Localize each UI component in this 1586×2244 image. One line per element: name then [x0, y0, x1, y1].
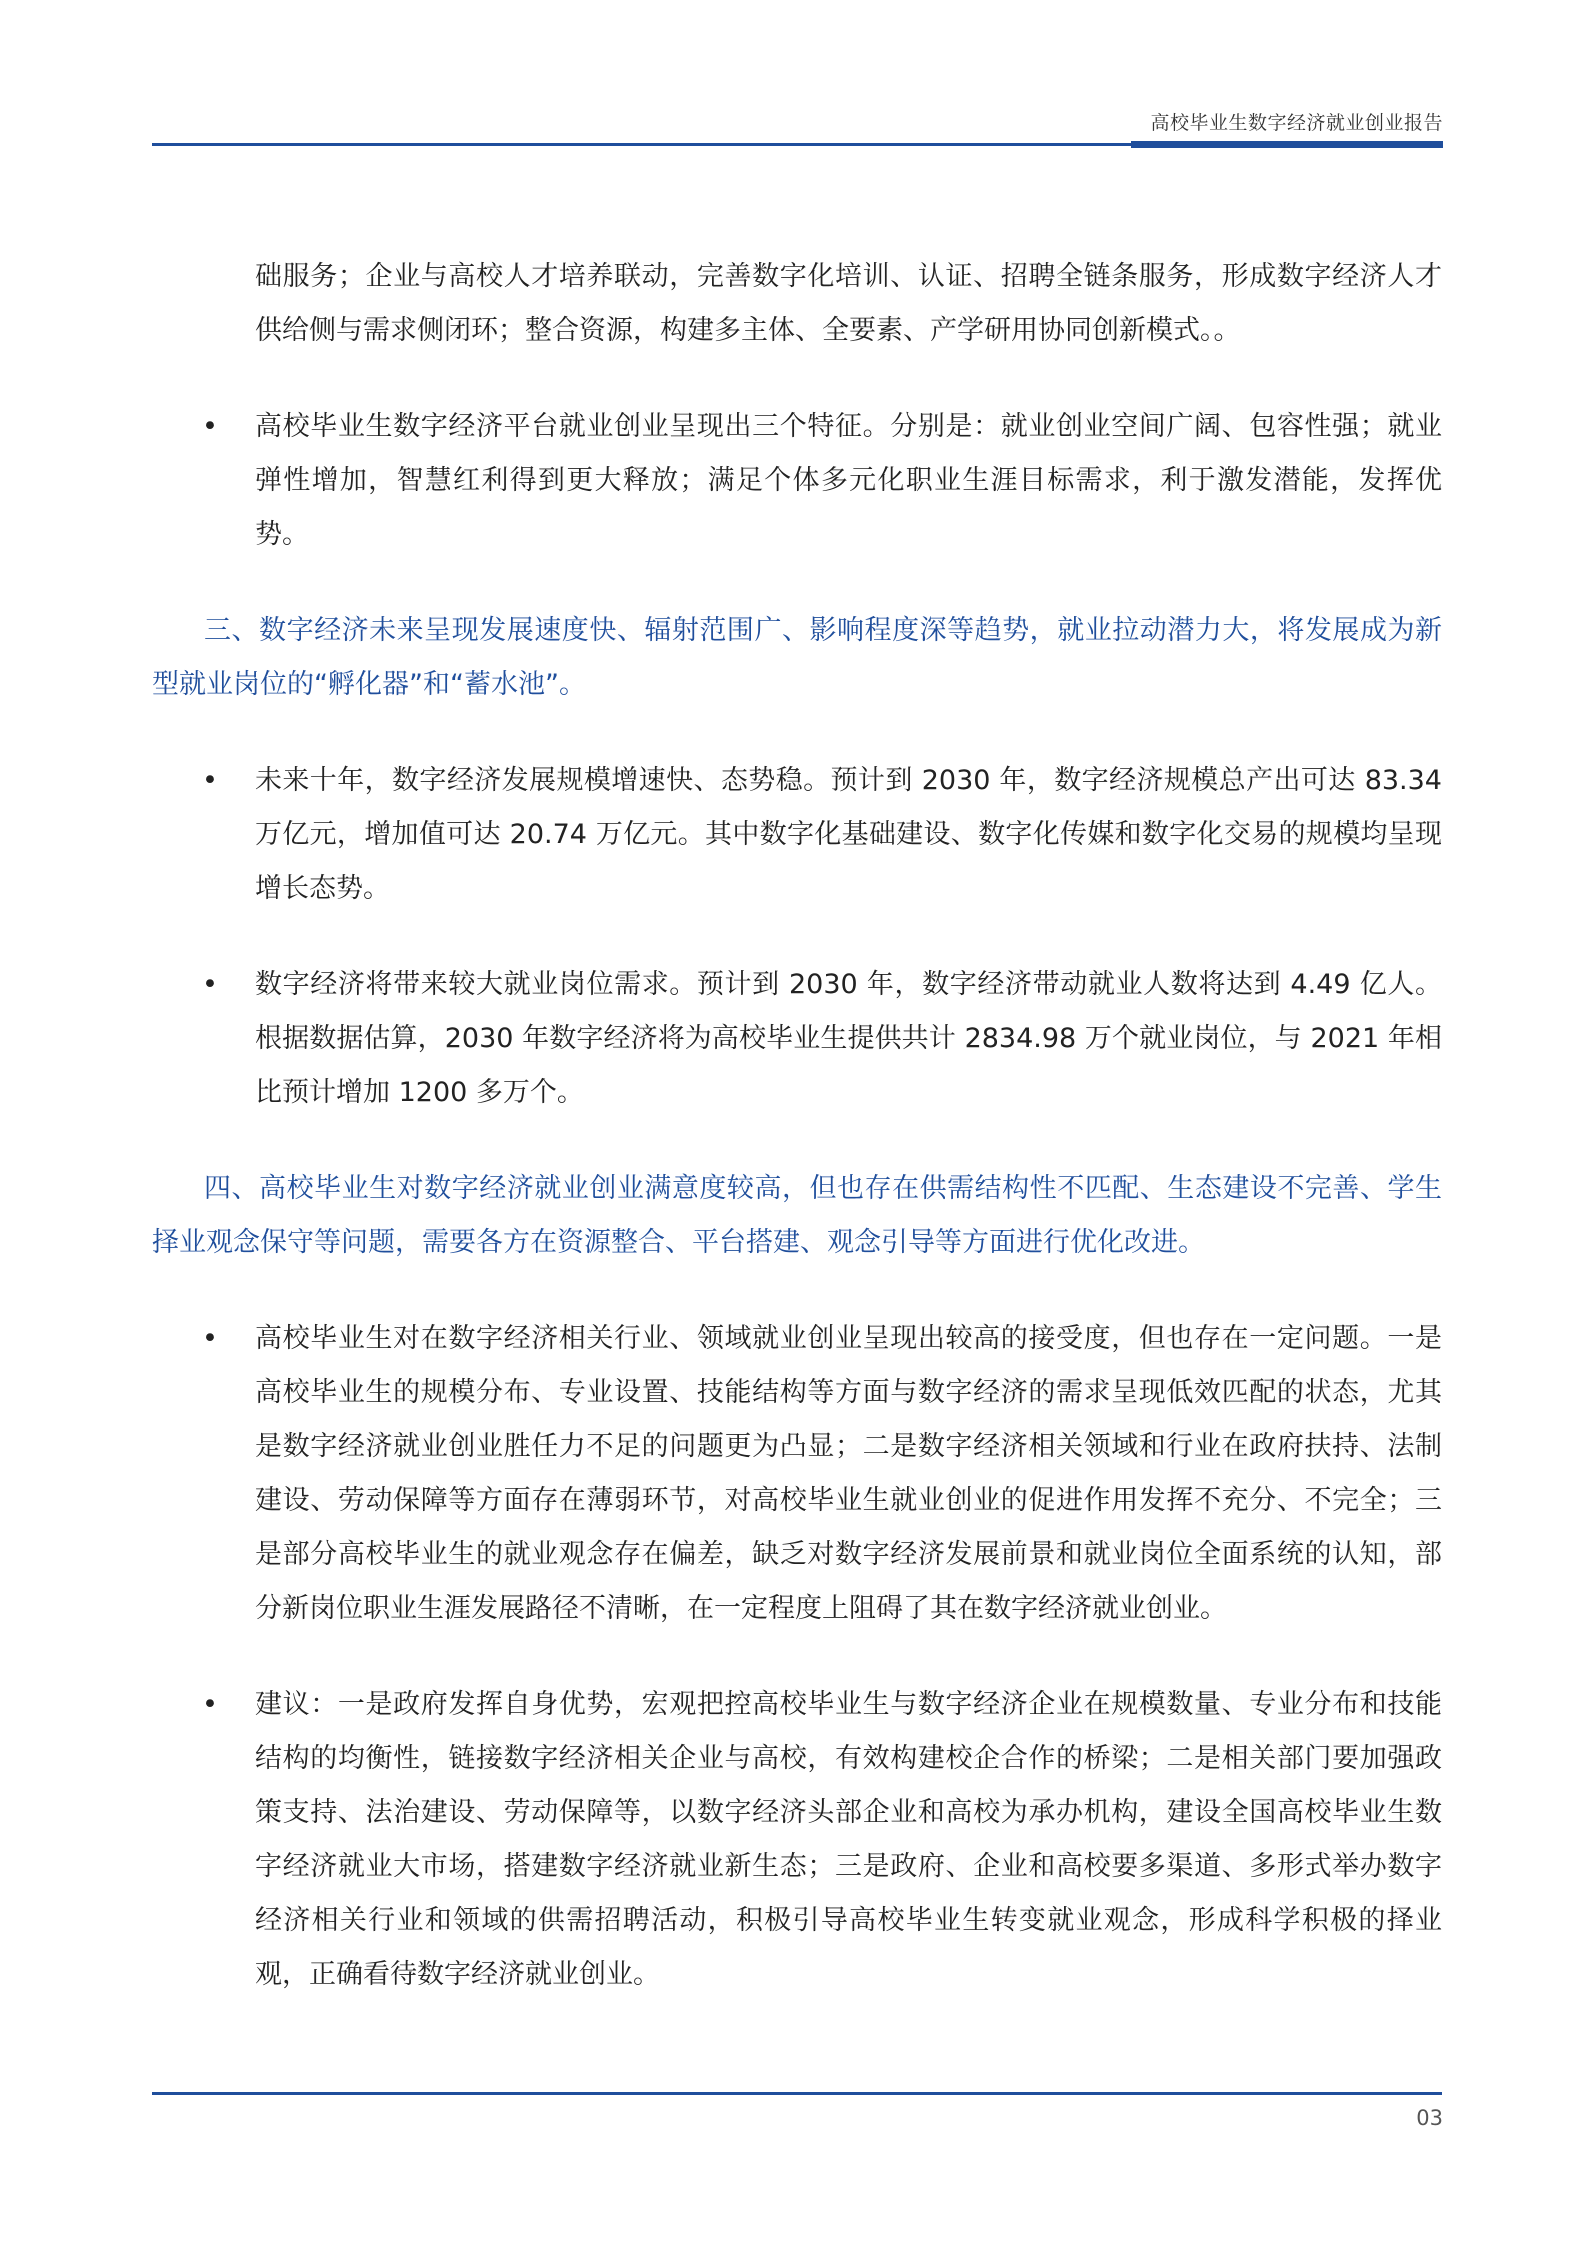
section-heading-4: 四、高校毕业生对数字经济就业创业满意度较高，但也存在供需结构性不匹配、生态建设不完善、学生择业观念保守等问题，需要各方在资源整合、平台搭建、观念引导等方面进行优化改进。	[152, 1173, 1442, 1258]
bullet-icon: •	[202, 969, 218, 1000]
page-number: 03	[1416, 2106, 1443, 2130]
bullet-item-growth-forecast	[152, 754, 1442, 916]
bullet-text: 建议：一是政府发挥自身优势，宏观把控高校毕业生与数字经济企业在规模数量、专业分布和技能结构的均衡性，链接数字经济相关企业与高校，有效构建校企合作的桥梁；二是相关部门要加强政策支持、法治建设、劳动保障等，以数字经济头部企业和高校为承办机构，建设全国高校毕业生数字经济就业大市场，搭建数字经济就业新生态；三是政府、企业和高校要多渠道、多形式举办数字经济相关行业和领域的供需招聘活动，积极引导高校毕业生转变就业观念，形成科学积极的择业观，正确看待数字经济就业创业。	[255, 1689, 1442, 1990]
bullet-text: 数字经济将带来较大就业岗位需求。预计到 2030 年，数字经济带动就业人数将达到 4.49 亿人。根据数据估算，2030 年数字经济将为高校毕业生提供共计 2834.98 万个就业岗位，与 2021 年相比预计增加 1200 多万个。	[255, 969, 1442, 1108]
bullet-item-job-demand	[152, 958, 1442, 1120]
bullet-item-platform-features	[152, 400, 1442, 562]
continued-paragraph: 础服务；企业与高校人才培养联动，完善数字化培训、认证、招聘全链条服务，形成数字经济人才供给侧与需求侧闭环；整合资源，构建多主体、全要素、产学研用协同创新模式。。	[255, 261, 1442, 346]
running-header-title: 高校毕业生数字经济就业创业报告	[1150, 112, 1443, 134]
bullet-item-suggestions	[152, 1678, 1442, 2002]
page-body	[152, 250, 1442, 2044]
bullet-item-problems	[152, 1312, 1442, 1636]
bullet-icon: •	[202, 1323, 218, 1354]
bullet-text: 高校毕业生对在数字经济相关行业、领域就业创业呈现出较高的接受度，但也存在一定问题。一是高校毕业生的规模分布、专业设置、技能结构等方面与数字经济的需求呈现低效匹配的状态，尤其是数字经济就业创业胜任力不足的问题更为凸显；二是数字经济相关领域和行业在政府扶持、法制建设、劳动保障等方面存在薄弱环节，对高校毕业生就业创业的促进作用发挥不充分、不完全；三是部分高校毕业生的就业观念存在偏差，缺乏对数字经济发展前景和就业岗位全面系统的认知，部分新岗位职业生涯发展路径不清晰，在一定程度上阻碍了其在数字经济就业创业。	[255, 1323, 1442, 1624]
bullet-icon: •	[202, 411, 218, 442]
header-accent-bar	[1131, 141, 1443, 148]
bullet-text: 未来十年，数字经济发展规模增速快、态势稳。预计到 2030 年，数字经济规模总产出可达 83.34 万亿元，增加值可达 20.74 万亿元。其中数字化基础建设、数字化传媒和数字化交易的规模均呈现增长态势。	[255, 765, 1442, 904]
bullet-text: 高校毕业生数字经济平台就业创业呈现出三个特征。分别是：就业创业空间广阔、包容性强；就业弹性增加，智慧红利得到更大释放；满足个体多元化职业生涯目标需求，利于激发潜能，发挥优势。	[255, 411, 1442, 550]
footer-rule	[152, 2092, 1442, 2095]
bullet-icon: •	[202, 765, 218, 796]
bullet-icon: •	[202, 1689, 218, 1720]
section-heading-3: 三、数字经济未来呈现发展速度快、辐射范围广、影响程度深等趋势，就业拉动潜力大，将发展成为新型就业岗位的“孵化器”和“蓄水池”。	[152, 615, 1442, 700]
